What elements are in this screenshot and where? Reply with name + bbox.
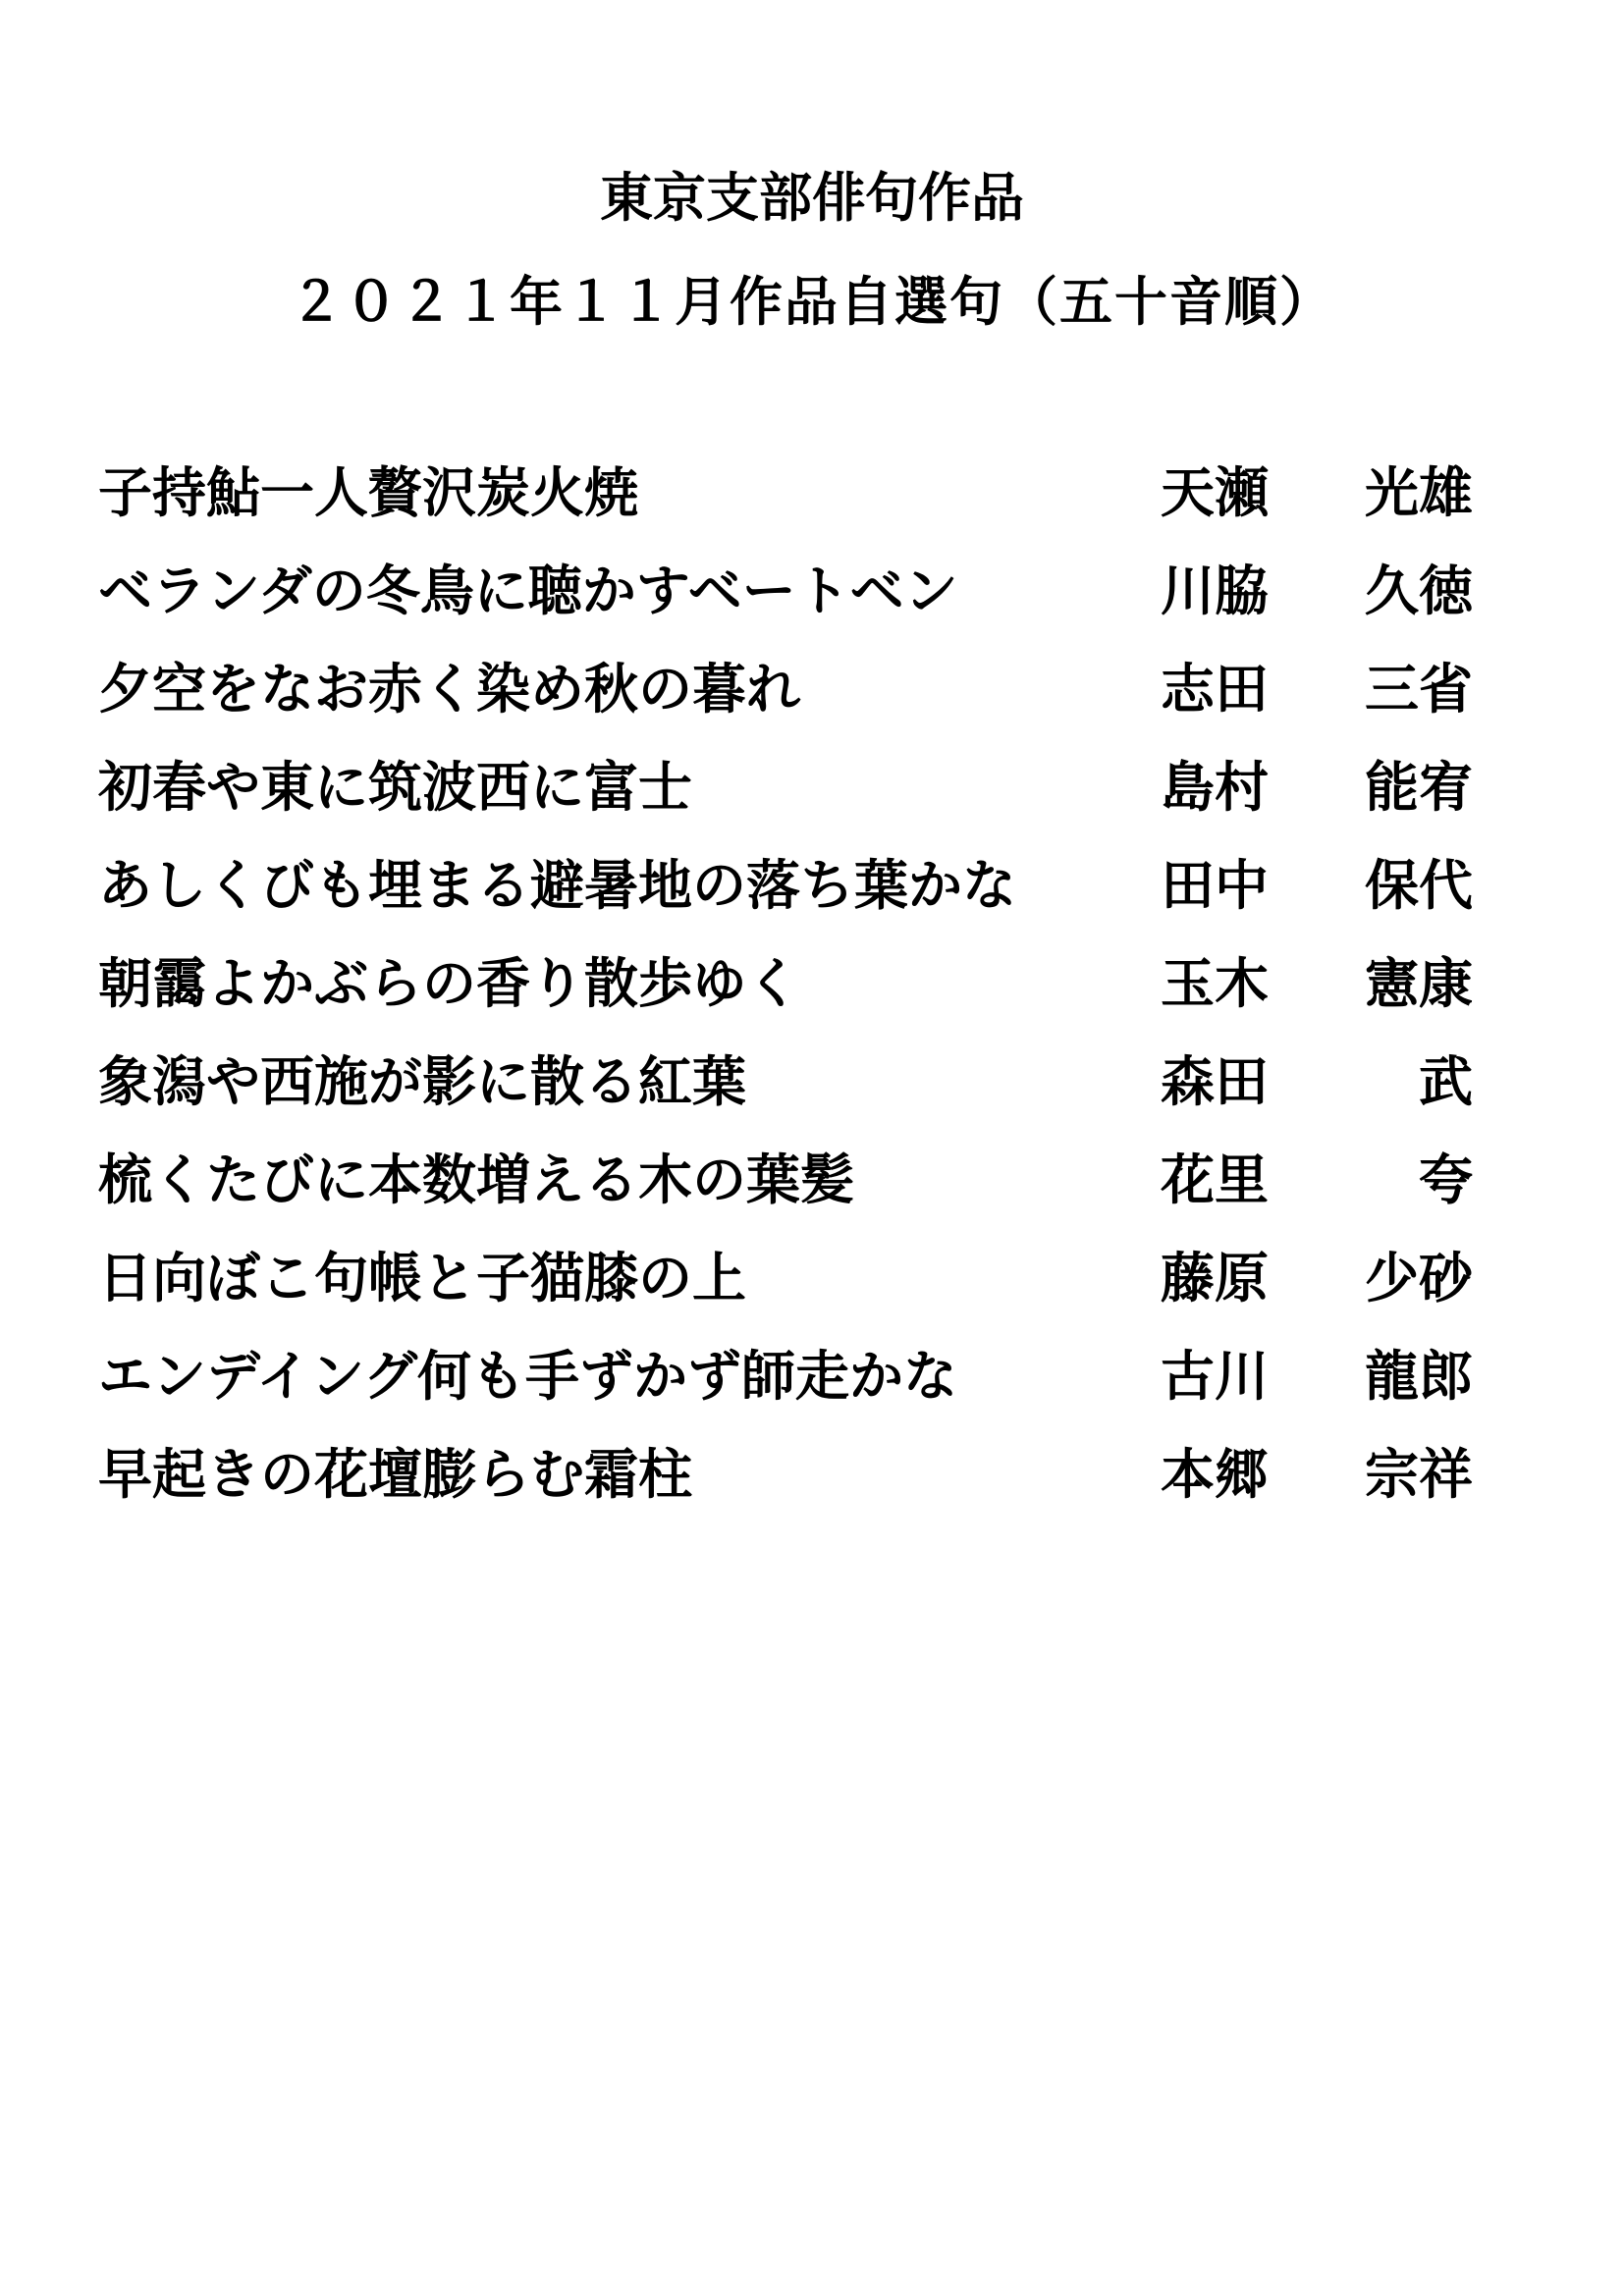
author-surname: 島村 bbox=[1161, 755, 1270, 819]
haiku-entry bbox=[98, 561, 1473, 660]
haiku-list bbox=[98, 460, 1473, 1543]
haiku-text: 梳くたびに本数増える木の葉髪 bbox=[98, 1148, 855, 1211]
haiku-entry bbox=[98, 460, 1473, 561]
author-given-name: 武 bbox=[1418, 1049, 1473, 1113]
author-surname: 藤原 bbox=[1161, 1246, 1270, 1309]
haiku-text: 夕空をなお赤く染め秋の暮れ bbox=[98, 657, 801, 721]
author-given-name: 宗祥 bbox=[1364, 1442, 1473, 1506]
haiku-text: ベランダの冬鳥に聴かすベートベン bbox=[98, 559, 958, 622]
author-surname: 志田 bbox=[1161, 657, 1270, 721]
author-surname: 森田 bbox=[1161, 1049, 1270, 1113]
haiku-entry bbox=[98, 1150, 1473, 1249]
author-given-name: 保代 bbox=[1364, 853, 1473, 917]
author-surname: 田中 bbox=[1161, 853, 1270, 917]
author-surname: 川脇 bbox=[1161, 559, 1270, 622]
page-title: 東京支部俳句作品 bbox=[600, 166, 1024, 229]
page-subtitle: ２０２１年１１月作品自選句（五十音順） bbox=[290, 270, 1334, 333]
author-surname: 古川 bbox=[1161, 1344, 1270, 1408]
author-given-name: 久徳 bbox=[1364, 559, 1473, 622]
haiku-entry bbox=[98, 1246, 1473, 1347]
haiku-text: エンデイング何も手ずかず師走かな bbox=[98, 1344, 958, 1408]
haiku-text: 象潟や西施が影に散る紅葉 bbox=[98, 1049, 747, 1113]
author-surname: 玉木 bbox=[1161, 951, 1270, 1015]
author-given-name: 三省 bbox=[1364, 657, 1473, 721]
haiku-entry bbox=[98, 951, 1473, 1052]
haiku-text: 初春や東に筑波西に富士 bbox=[98, 755, 693, 819]
author-given-name: 憲康 bbox=[1364, 951, 1473, 1015]
author-surname: 本郷 bbox=[1161, 1442, 1270, 1506]
haiku-text: 朝靄よかぶらの香り散歩ゆく bbox=[98, 951, 801, 1015]
author-given-name: 能宥 bbox=[1364, 755, 1473, 819]
haiku-entry bbox=[98, 755, 1473, 856]
author-given-name: 少砂 bbox=[1364, 1246, 1473, 1309]
haiku-entry bbox=[98, 1344, 1473, 1445]
haiku-entry bbox=[98, 657, 1473, 758]
haiku-entry bbox=[98, 853, 1473, 954]
author-given-name: 夸 bbox=[1418, 1148, 1473, 1211]
author-surname: 天瀬 bbox=[1161, 460, 1270, 524]
haiku-text: 子持鮎一人贅沢炭火焼 bbox=[98, 460, 639, 524]
author-surname: 花里 bbox=[1161, 1148, 1270, 1211]
author-given-name: 龍郎 bbox=[1364, 1344, 1473, 1408]
author-given-name: 光雄 bbox=[1364, 460, 1473, 524]
haiku-text: 日向ぼこ句帳と子猫膝の上 bbox=[98, 1246, 747, 1309]
haiku-text: あしくびも埋まる避暑地の落ち葉かな bbox=[98, 853, 1017, 917]
haiku-text: 早起きの花壇膨らむ霜柱 bbox=[98, 1442, 693, 1506]
haiku-entry bbox=[98, 1049, 1473, 1150]
haiku-entry bbox=[98, 1442, 1473, 1543]
